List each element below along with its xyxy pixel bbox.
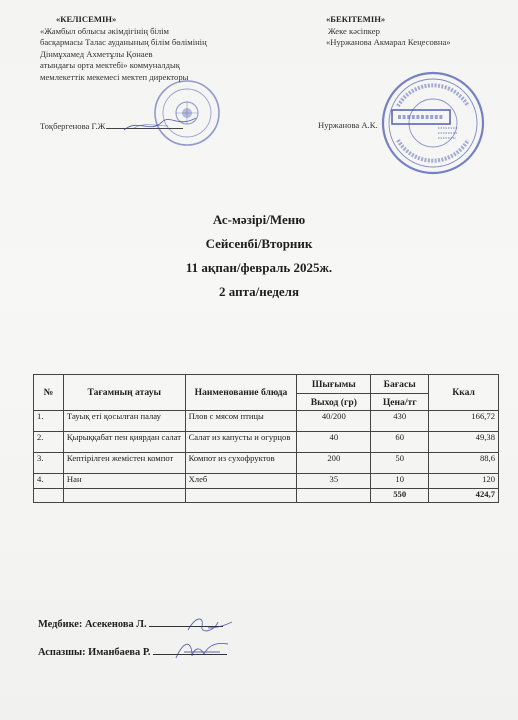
header-name-ru: Наименование блюда bbox=[185, 375, 297, 411]
approval-left-line: Дінмұхамед Ахметұлы Қонаев bbox=[40, 48, 153, 59]
header-kcal: Ккал bbox=[429, 375, 499, 411]
cell-empty bbox=[34, 489, 64, 503]
approval-left-line: мемлекеттік мекемесі мектеп директоры bbox=[40, 71, 189, 82]
cell-kcal: 49,38 bbox=[429, 432, 499, 453]
cell-name-ru: Салат из капусты и огурцов bbox=[185, 432, 297, 453]
table-header-row bbox=[34, 375, 499, 394]
header-name-kz: Тағамның атауы bbox=[63, 375, 185, 411]
table-total-row bbox=[34, 489, 499, 503]
approval-left-header: «КЕЛІСЕМІН» bbox=[56, 14, 117, 24]
menu-table bbox=[33, 374, 499, 503]
cell-kcal: 166,72 bbox=[429, 411, 499, 432]
cook-name: Аспазшы: Иманбаева Р. bbox=[38, 647, 151, 658]
cell-num: 1. bbox=[34, 411, 64, 432]
signature-cook bbox=[170, 636, 232, 664]
nurse-name: Медбике: Асекенова Л. bbox=[38, 619, 147, 630]
cell-empty bbox=[185, 489, 297, 503]
cell-kcal: 88,6 bbox=[429, 453, 499, 474]
cell-num: 3. bbox=[34, 453, 64, 474]
total-price: 550 bbox=[371, 489, 429, 503]
header-price-ru: Цена/тг bbox=[371, 394, 429, 411]
cell-name-ru: Компот из сухофруктов bbox=[185, 453, 297, 474]
cell-name-kz: Тауық еті қосылған палау bbox=[63, 411, 185, 432]
table-row bbox=[34, 411, 499, 432]
header-price-kz: Бағасы bbox=[371, 375, 429, 394]
cell-price: 430 bbox=[371, 411, 429, 432]
approval-right-header: «БЕКІТЕМІН» bbox=[326, 14, 386, 24]
approval-left-line: атындағы орта мектебі» коммуналдық bbox=[40, 60, 180, 71]
approval-right-line: «Нуржанова Акмарал Кеңесовна» bbox=[326, 37, 451, 48]
header-num: № bbox=[34, 375, 64, 411]
cell-name-kz: Қырыққабат пен қиярдан салат bbox=[63, 432, 185, 453]
title-weekday: Сейсенбі/Вторник bbox=[205, 236, 313, 251]
signature-nurse bbox=[178, 610, 238, 638]
signer-right-name: Нуржанова А.К. bbox=[318, 120, 378, 130]
cell-name-ru: Плов с мясом птицы bbox=[185, 411, 297, 432]
cell-empty bbox=[297, 489, 371, 503]
title-date: 11 ақпан/февраль 2025ж. bbox=[185, 260, 333, 275]
official-stamp-right bbox=[378, 68, 488, 178]
total-kcal: 424,7 bbox=[429, 489, 499, 503]
cell-name-kz: Кептірілген жемістен компот bbox=[63, 453, 185, 474]
signer-left-name: Тоқбергенова Г.Ж. bbox=[40, 121, 108, 131]
cell-yield: 40/200 bbox=[297, 411, 371, 432]
approval-left-line: басқармасы Талас ауданының білім бөлімінің bbox=[40, 37, 207, 48]
cell-yield: 40 bbox=[297, 432, 371, 453]
cell-num: 2. bbox=[34, 432, 64, 453]
approval-left-line: «Жамбыл облысы әкімдігінің білім bbox=[40, 25, 169, 36]
signer-right bbox=[318, 120, 378, 130]
cell-name-kz: Нан bbox=[63, 474, 185, 489]
approval-block-right bbox=[326, 14, 516, 49]
table-row bbox=[34, 453, 499, 474]
approval-right-line: Жеке кәсіпкер bbox=[328, 25, 380, 36]
cell-yield: 200 bbox=[297, 453, 371, 474]
title-menu: Ас-мәзірі/Меню bbox=[212, 212, 306, 227]
table-row bbox=[34, 474, 499, 489]
cell-yield: 35 bbox=[297, 474, 371, 489]
cell-kcal: 120 bbox=[429, 474, 499, 489]
table-row bbox=[34, 432, 499, 453]
signature-left bbox=[120, 108, 200, 138]
cell-empty bbox=[63, 489, 185, 503]
title-week: 2 апта/неделя bbox=[219, 284, 299, 299]
approval-block-left bbox=[40, 14, 290, 84]
menu-titles bbox=[0, 208, 518, 304]
cell-price: 60 bbox=[371, 432, 429, 453]
cell-price: 10 bbox=[371, 474, 429, 489]
header-yield-kz: Шығымы bbox=[297, 375, 371, 394]
cell-name-ru: Хлеб bbox=[185, 474, 297, 489]
cell-num: 4. bbox=[34, 474, 64, 489]
header-yield-ru: Выход (гр) bbox=[297, 394, 371, 411]
cell-price: 50 bbox=[371, 453, 429, 474]
